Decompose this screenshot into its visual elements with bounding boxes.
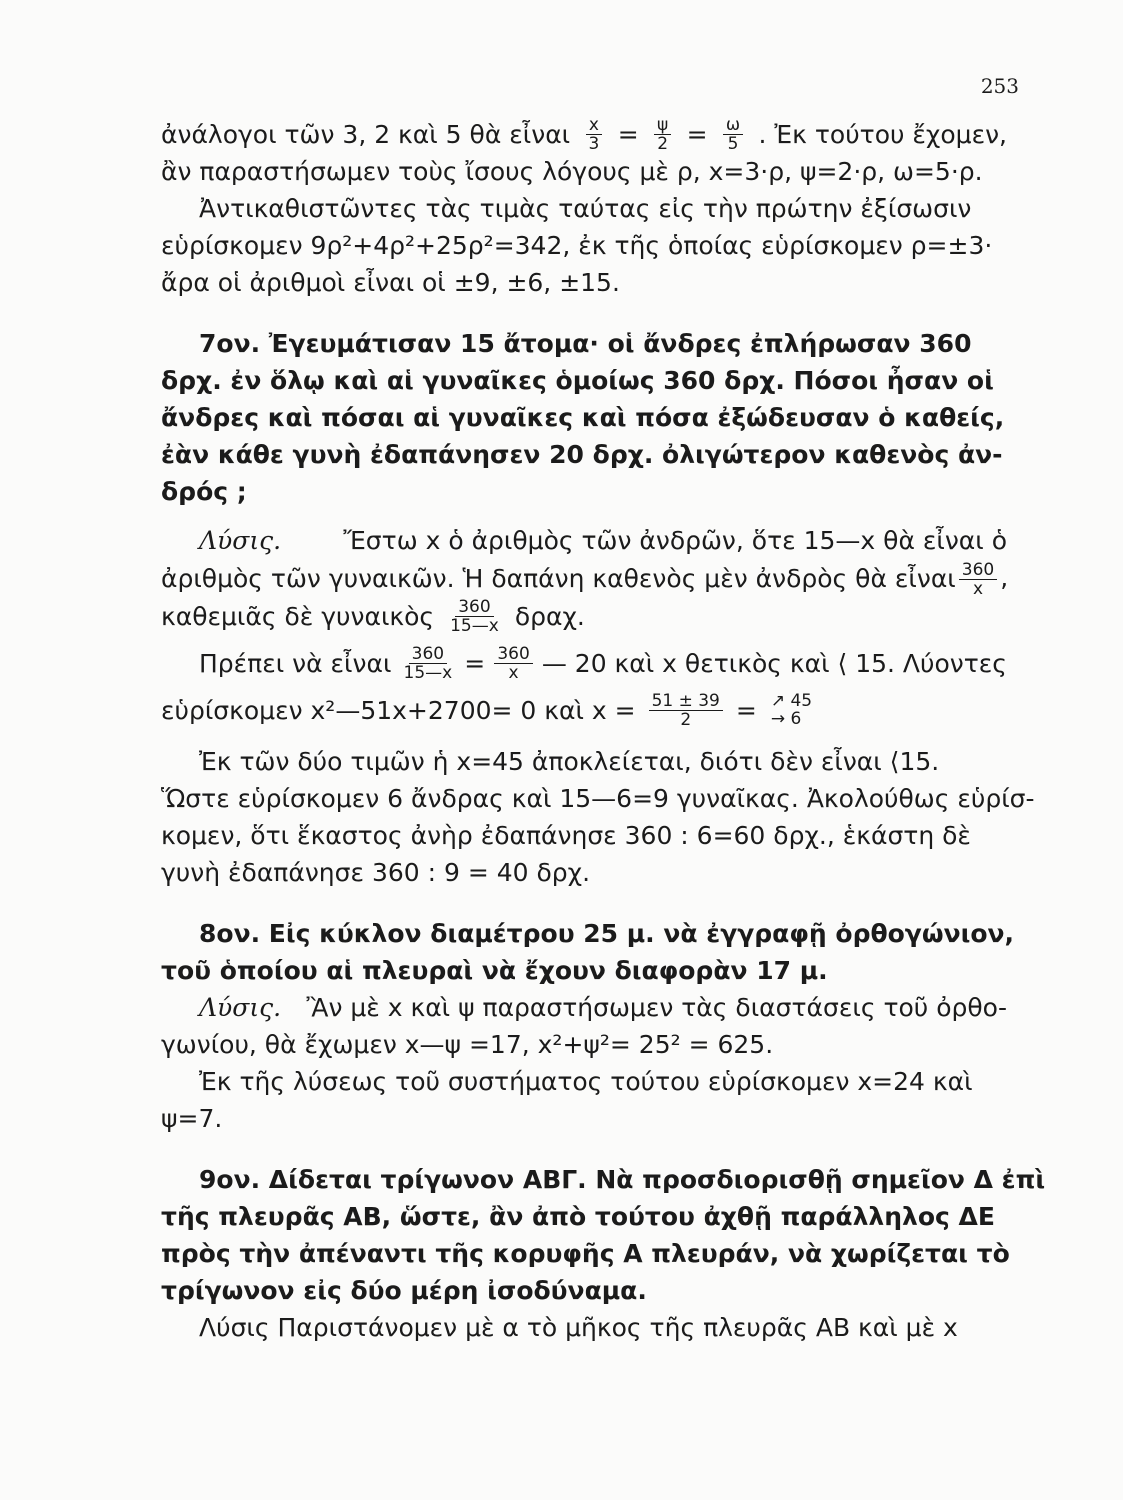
fraction-360-15-x-b: $\frac{360}{15—x}$ xyxy=(403,643,453,683)
problem-9-line3: πρὸς τὴν ἀπέναντι τῆς κορυφῆς Α πλευράν, νὰ χωρίζεται τὸ xyxy=(161,1238,1010,1268)
problem-7-line5: δρός ; xyxy=(161,477,247,506)
problem-8-line1: 8ον. Εἰς κύκλον διαμέτρου 25 μ. νὰ ἐγγραφῇ ὀρθογώνιον, xyxy=(199,918,1015,948)
solution-7-line8: κομεν, ὅτι ἕκαστος ἀνὴρ ἐδαπάνησε 360 : 6=60 δρχ., ἑκάστη δὲ xyxy=(161,820,971,850)
solution-7-line5: εὑρίσκομεν x²—51x+2700= 0 καὶ x = $\frac{51 \pm 39}{2}$ = ↗ 45 → 6 xyxy=(161,690,813,730)
problem-7-line1: 7ον. Ἐγευμάτισαν 15 ἄτομα· οἱ ἄνδρες ἐπλήρωσαν 360 xyxy=(199,329,972,358)
solution-7-line3: καθεμιᾶς δὲ γυναικὸς $\frac{360}{15—x}$ δραχ. xyxy=(161,596,585,636)
fraction-quadratic-root: $\frac{51 \pm 39}{2}$ xyxy=(649,692,723,729)
page-content xyxy=(161,115,1046,1346)
p1-line1: ἀνάλογοι τῶν 3, 2 καὶ 5 θὰ εἶναι $\frac{x}{3}$ = $\frac{\psi}{2}$ = $\frac{\omega}{5}$ . Ἐκ τούτου ἔχομεν, xyxy=(161,115,1007,154)
page-number: 253 xyxy=(980,74,1019,98)
problem-7-line2: δρχ. ἐν ὅλῳ καὶ αἱ γυναῖκες ὁμοίως 360 δρχ. Πόσοι ἦσαν οἱ xyxy=(161,366,994,395)
fraction-360-x-b: $\frac{360}{x}$ xyxy=(494,645,532,682)
problem-9-line4: τρίγωνον εἰς δύο μέρη ἰσοδύναμα. xyxy=(161,1275,647,1305)
p1-line3: Ἀντικαθιστῶντες τὰς τιμὰς ταύτας εἰς τὴν πρώτην ἐξίσωσιν xyxy=(199,194,972,223)
p1-line5: ἄρα οἱ ἀριθμοὶ εἶναι οἱ ±9, ±6, ±15. xyxy=(161,268,620,297)
fraction-360-15-x: $\frac{360}{15—x}$ xyxy=(450,596,499,636)
solution-8-line2: γωνίου, θὰ ἔχωμεν x—ψ =17, x²+ψ²= 25² = 625. xyxy=(161,1029,774,1059)
p1-line2: ἂν παραστήσωμεν τοὺς ἴσους λόγους μὲ ρ, x=3·ρ, ψ=2·ρ, ω=5·ρ. xyxy=(161,157,983,186)
p1-line4: εὑρίσκομεν 9ρ²+4ρ²+25ρ²=342, ἐκ τῆς ὁποίας εὑρίσκομεν ρ=±3· xyxy=(161,231,993,260)
solution-9-line1: Λύσις Παριστάνομεν μὲ α τὸ μῆκος τῆς πλευρᾶς ΑΒ καὶ μὲ x xyxy=(199,1312,958,1342)
fraction-omega-5: $\frac{\omega}{5}$ xyxy=(723,116,743,153)
solution-7-line2: ἀριθμὸς τῶν γυναικῶν. Ἡ δαπάνη καθενὸς μὲν ἀνδρὸς θὰ εἶναι $\frac{360}{x}$ , xyxy=(161,559,1009,599)
problem-8-line2: τοῦ ὁποίου αἱ πλευραὶ νὰ ἔχουν διαφορὰν 17 μ. xyxy=(161,955,828,985)
problem-9-line1: 9ον. Δίδεται τρίγωνον ΑΒΓ. Νὰ προσδιορισθῇ σημεῖον Δ ἐπὶ xyxy=(199,1164,1046,1194)
solution-7-line7: Ὥστε εὑρίσκομεν 6 ἄνδρας καὶ 15—6=9 γυναῖκας. Ἀκολούθως εὑρίσ- xyxy=(161,783,1035,813)
lysis-label: Λύσις. xyxy=(199,992,282,1022)
solution-7-line4: Πρέπει νὰ εἶναι $\frac{360}{15—x}$ = $\frac{360}{x}$ — 20 καὶ x θετικὸς καὶ ⟨ 15. Λύοντες xyxy=(199,643,1007,683)
fraction-x-3: $\frac{x}{3}$ xyxy=(586,116,603,153)
solution-7-line9: γυνὴ ἐδαπάνησε 360 : 9 = 40 δρχ. xyxy=(161,857,591,887)
solution-7-line1: Λύσις. Ἔστω x ὁ ἀριθμὸς τῶν ἀνδρῶν, ὅτε 15—x θὰ εἶναι ὁ xyxy=(161,522,1007,559)
solution-8-line4: ψ=7. xyxy=(161,1103,223,1133)
problem-7-line4: ἐὰν κάθε γυνὴ ἐδαπάνησεν 20 δρχ. ὀλιγώτερον καθενὸς ἀν- xyxy=(161,440,1003,469)
problem-7-line3: ἄνδρες καὶ πόσαι αἱ γυναῖκες καὶ πόσα ἐξώδευσαν ὁ καθείς, xyxy=(161,403,1005,432)
problem-9-line2: τῆς πλευρᾶς ΑΒ, ὥστε, ἂν ἀπὸ τούτου ἀχθῇ παράλληλος ΔΕ xyxy=(161,1201,995,1231)
solution-8-line1: Λύσις. Ἂν μὲ x καὶ ψ παραστήσωμεν τὰς διαστάσεις τοῦ ὀρθο- xyxy=(161,989,1007,1026)
fraction-360-x: $\frac{360}{x}$ xyxy=(959,561,997,598)
solution-7-line6: Ἐκ τῶν δύο τιμῶν ἡ x=45 ἀποκλείεται, διότι δὲν εἶναι ⟨15. xyxy=(199,746,940,776)
lysis-label: Λύσις. xyxy=(199,526,282,555)
arrow-roots: ↗ 45 → 6 xyxy=(770,691,813,729)
fraction-psi-2: $\frac{\psi}{2}$ xyxy=(654,116,671,153)
solution-8-line3: Ἐκ τῆς λύσεως τοῦ συστήματος τούτου εὑρίσκομεν x=24 καὶ xyxy=(199,1066,973,1096)
